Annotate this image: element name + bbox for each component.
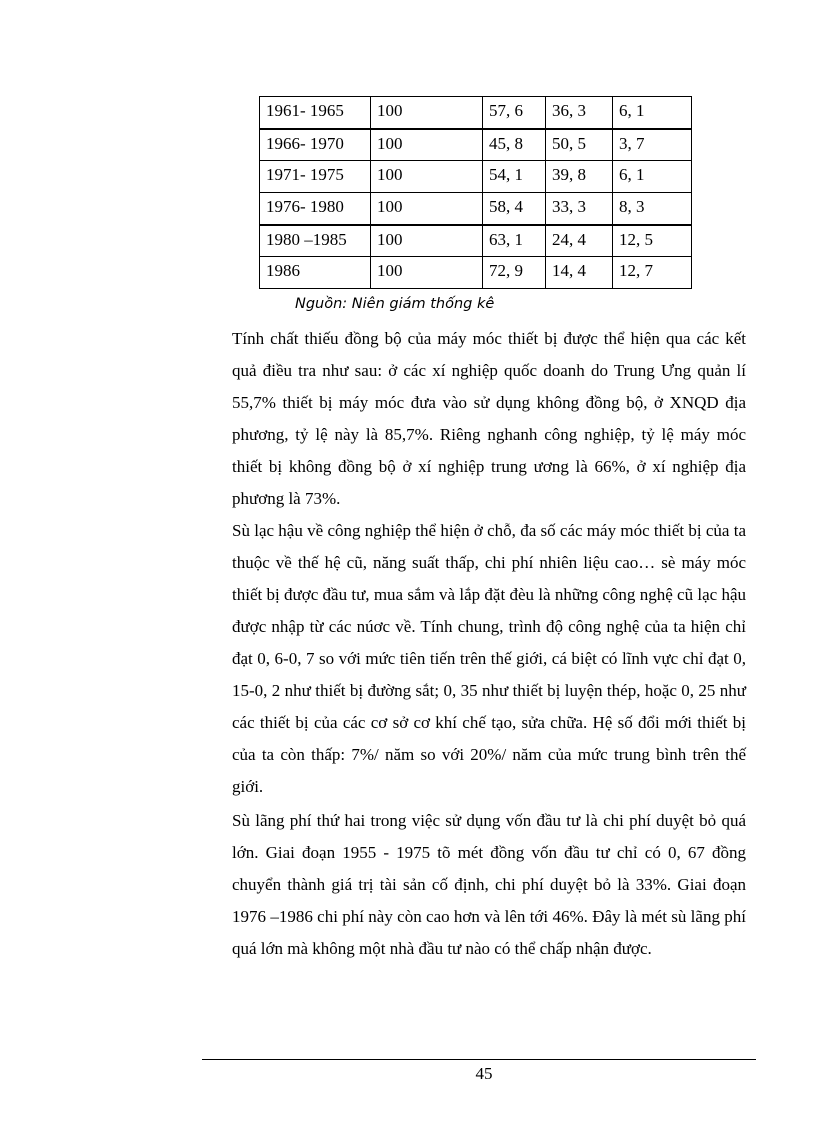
table-source-caption: Nguồn: Niên giám thống kê xyxy=(295,296,495,312)
table-cell: 100 xyxy=(371,257,483,289)
page-number: 45 xyxy=(475,1064,493,1083)
table-cell: 100 xyxy=(371,225,483,257)
table-cell: 33, 3 xyxy=(546,193,613,225)
table-row xyxy=(260,129,692,161)
table-cell: 6, 1 xyxy=(613,97,692,129)
table-row xyxy=(260,193,692,225)
paragraph-technology-lag xyxy=(232,515,746,803)
table-cell: 50, 5 xyxy=(546,129,613,161)
table-row xyxy=(260,161,692,193)
table-cell: 1980 –1985 xyxy=(260,225,371,257)
table-cell: 100 xyxy=(371,97,483,129)
statistics-table xyxy=(259,96,692,289)
table-cell: 3, 7 xyxy=(613,129,692,161)
table-cell: 57, 6 xyxy=(483,97,546,129)
table-cell: 6, 1 xyxy=(613,161,692,193)
paragraph-text: Sù lạc hậu về công nghiệp thể hiện ở chỗ, đa số các máy móc thiết bị của ta thuộc về thế hệ cũ, năng suất thấp, chi phí nhiên liệu cao… sè máy móc thiết bị được đầu tư, mua sắm và lắp đặt đèu là những công nghệ cũ lạc hậu được nhập từ các núơc về. Tính chung, trình độ công nghệ của ta hiện chỉ đạt 0, 6-0, 7 so với mức tiên tiến trên thế giới, cá biệt có lĩnh vực chỉ đạt 0, 15-0, 2 như thiết bị đường sắt; 0, 35 như thiết bị luyện thép, hoặc 0, 25 như các thiết bị của các cơ sở cơ khí chế tạo, sửa chữa. Hệ số đổi mới thiết bị của ta còn thấp: 7%/ năm so với 20%/ năm của mức trung bình trên thế giới. xyxy=(232,521,746,796)
table-cell: 1961- 1965 xyxy=(260,97,371,129)
table-cell: 54, 1 xyxy=(483,161,546,193)
paragraph-approval-cost xyxy=(232,805,746,965)
table-cell: 24, 4 xyxy=(546,225,613,257)
table-cell: 100 xyxy=(371,161,483,193)
table-body xyxy=(260,97,692,289)
table-cell: 8, 3 xyxy=(613,193,692,225)
table-cell: 72, 9 xyxy=(483,257,546,289)
table-cell: 1986 xyxy=(260,257,371,289)
table-cell: 100 xyxy=(371,129,483,161)
table-cell: 12, 7 xyxy=(613,257,692,289)
table-cell: 1966- 1970 xyxy=(260,129,371,161)
table-cell: 45, 8 xyxy=(483,129,546,161)
table-cell: 58, 4 xyxy=(483,193,546,225)
table-row xyxy=(260,97,692,129)
table-cell: 12, 5 xyxy=(613,225,692,257)
table-cell: 100 xyxy=(371,193,483,225)
footer-divider xyxy=(202,1059,756,1060)
table-row xyxy=(260,257,692,289)
table-row xyxy=(260,225,692,257)
table-cell: 63, 1 xyxy=(483,225,546,257)
table-cell: 1971- 1975 xyxy=(260,161,371,193)
table-cell: 39, 8 xyxy=(546,161,613,193)
table-cell: 36, 3 xyxy=(546,97,613,129)
table-cell: 14, 4 xyxy=(546,257,613,289)
paragraph-equipment-sync xyxy=(232,323,746,515)
table-cell: 1976- 1980 xyxy=(260,193,371,225)
paragraph-text: Tính chất thiếu đồng bộ của máy móc thiết bị được thể hiện qua các kết quả điều tra như sau: ở các xí nghiệp quốc doanh do Trung Ưng quản lí 55,7% thiết bị máy móc đưa vào sử dụng không đồng bộ, ở XNQD địa phương, tỷ lệ này là 85,7%. Riêng nghanh công nghiệp, tỷ lệ máy móc thiết bị không đồng bộ ở xí nghiệp trung ương là 66%, ở xí nghiệp địa phương là 73%. xyxy=(232,329,746,508)
paragraph-text: Sù lãng phí thứ hai trong việc sử dụng vốn đầu tư là chi phí duyệt bỏ quá lớn. Giai đoạn 1955 - 1975 tõ mét đồng vốn đầu tư chỉ có 0, 67 đồng chuyển thành giá trị tài sản cố định, chi phí duyệt bỏ là 33%. Giai đoạn 1976 –1986 chi phí này còn cao hơn và lên tới 46%. Đây là mét sù lãng phí quá lớn mà không một nhà đầu tư nào có thể chấp nhận được. xyxy=(232,811,746,958)
